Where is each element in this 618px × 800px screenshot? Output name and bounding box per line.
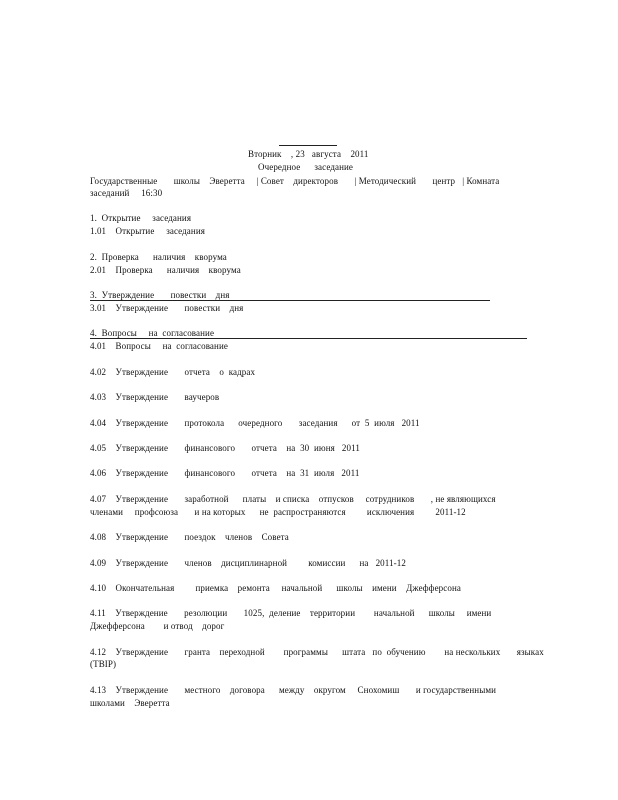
agenda-item-4-10: 4.10 Окончательная приемка ремонта начальной школы имени Джефферсона [90,583,461,593]
agenda-item-4-13-continued: школами Эверетта [90,698,170,708]
meeting-type: Очередное заседание [258,162,354,172]
agenda-item-4-07: 4.07 Утверждение заработной платы и списка отпусков сотрудников , не являющихся [90,494,496,504]
agenda-item-4-09: 4.09 Утверждение членов дисциплинарной комиссии на 2011-12 [90,558,406,568]
agenda-item-4-12: 4.12 Утверждение гранта переходной программы штата по обучению на нескольких языках [90,647,544,657]
agenda-item-3-01: 3.01 Утверждение повестки дня [90,303,244,313]
agenda-item-4-06: 4.06 Утверждение финансового отчета на 31 июля 2011 [90,468,360,478]
section-3-underline [90,300,490,301]
agenda-item-4-08: 4.08 Утверждение поездок членов Совета [90,532,289,542]
agenda-item-4-13: 4.13 Утверждение местного договора между округом Снохомиш и государственными [90,685,497,695]
agenda-item-1-01: 1.01 Открытие заседания [90,226,205,236]
agenda-item-4-11: 4.11 Утверждение резолюции 1025, деление территории начальной школы имени [90,608,492,618]
section-4-underline [90,338,527,339]
section-heading-2: 2. Проверка наличия кворума [90,252,227,262]
agenda-item-2-01: 2.01 Проверка наличия кворума [90,265,241,275]
section-heading-1: 1. Открытие заседания [90,213,192,223]
organization-location-line-1: Государственные школы Эверетта | Совет директоров | Методический центр | Комната [90,176,500,186]
section-heading-4: 4. Вопросы на согласование [90,328,215,338]
section-heading-3: 3. Утверждение повестки дня [90,290,230,300]
agenda-item-4-12-continued: (TBIP) [90,659,117,669]
agenda-item-4-04: 4.04 Утверждение протокола очередного заседания от 5 июля 2011 [90,418,420,428]
agenda-item-4-07-continued: членами профсоюза и на которых не распространяются исключения 2011-12 [90,507,466,517]
header-underline [279,145,337,146]
agenda-item-4-05: 4.05 Утверждение финансового отчета на 30 июня 2011 [90,443,360,453]
agenda-item-4-02: 4.02 Утверждение отчета о кадрах [90,367,256,377]
meeting-date: Вторник , 23 августа 2011 [248,149,369,159]
agenda-item-4-01: 4.01 Вопросы на согласование [90,341,228,351]
agenda-item-4-03: 4.03 Утверждение ваучеров [90,392,220,402]
agenda-item-4-11-continued: Джефферсона и отвод дорог [90,621,225,631]
organization-location-line-2: заседаний 16:30 [90,188,163,198]
